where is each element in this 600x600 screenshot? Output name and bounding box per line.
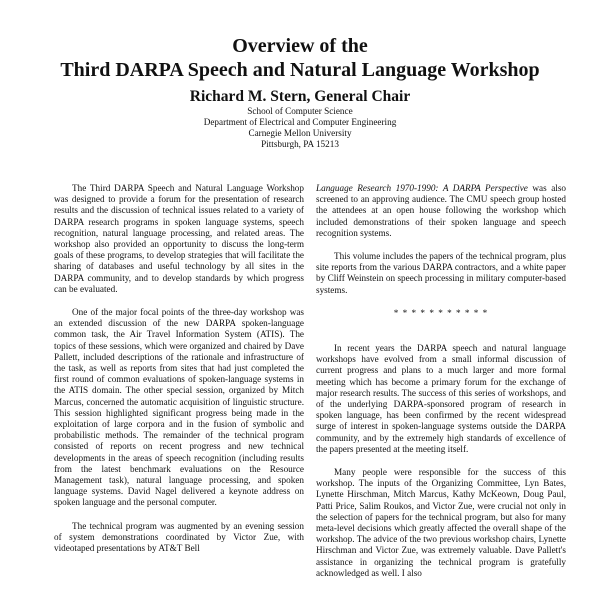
body-paragraph: The Third DARPA Speech and Natural Language Workshop was designed to provide a forum for the presentation of research results and the discussion of technical issues related to a variety of DARPA research programs in spoken language systems, speech recognition, natural language processing, and related areas. The workshop also provided an opportunity to discuss the long-term goals of these programs, to develop strategies that will facilitate the sharing of databases and useful technology by all sites in the DARPA community, and to develop standards by which progress can be evaluated. [54, 183, 304, 294]
body-paragraph: One of the major focal points of the three-day workshop was an extended discussion of the new DARPA spoken-language common task, the Air Travel Information System (ATIS). The topics of these sessions, which were organized and chaired by Dave Pallett, included descriptions of the rationale and infrastructure of the task, as well as reports from sites that had just completed the first round of common evaluations of spoken-language systems in the ATIS domain. The other special session, organized by Mitch Marcus, concerned the automatic acquisition of linguistic structure. This session highlighted significant progress being made in the exploitation of large corpora and in the fusion of symbolic and probabilistic methods. The remainder of the technical program consisted of reports on recent progress and new technical developments in the areas of speech recognition (including results from the latest benchmark evaluations on the Resource Management task), natural language processing, and spoken language systems. David Nagel delivered a keynote address on spoken language and the personal computer. [54, 307, 304, 508]
body-paragraph-continued [316, 183, 566, 239]
affiliation-line: Carnegie Mellon University [248, 128, 352, 138]
continued-text: was also screened to an approving audience. The CMU speech group hosted the attendees at an open house following the workshop which included demonstrations of their spoken language and speech recognition systems. [316, 183, 567, 238]
author-name: Richard M. Stern, General Chair [189, 88, 411, 105]
title-line-2: Third DARPA Speech and Natural Language Workshop [60, 59, 540, 81]
affiliation-line: School of Computer Science [247, 106, 353, 116]
body-paragraph: This volume includes the papers of the technical program, plus site reports from the various DARPA contractors, and a white paper by Cliff Weinstein on speech processing in military computer-based systems. [316, 251, 566, 295]
section-separator: * * * * * * * * * * * [393, 307, 489, 318]
affiliation-line: Department of Electrical and Computer Engineering [203, 117, 397, 127]
left-column [54, 183, 304, 566]
right-column [316, 183, 566, 591]
paper-title [0, 34, 600, 82]
body-paragraph: Many people were responsible for the success of this workshop. The inputs of the Organizing Committee, Lyn Bates, Lynette Hirschman, Mitch Marcus, Kathy McKeown, Doug Paul, Patti Price, Salim Roukos, and Victor Zue, were crucial not only in the selection of papers for the technical program, but also for many meta-level decisions which greatly affected the overall shape of the workshop. The advice of the two previous workshop chairs, Lynette Hirschman and Victor Zue, was extremely valuable. Dave Pallett's assistance in organizing the technical program is gratefully acknowledged as well. I also [316, 467, 566, 578]
body-paragraph: In recent years the DARPA speech and natural language workshops have evolved from a small informal discussion of current progress and plans to a much larger and more formal meeting which has become a primary forum for the exchange of major research results. The success of this series of workshops, and of the underlying DARPA-sponsored program of research in spoken language, has been confirmed by the recent widespread surge of interest in spoken-language systems outside the DARPA community, and by the extremely high standards of excellence of the papers presented at the meeting itself. [316, 343, 566, 454]
affiliation-line: Pittsburgh, PA 15213 [261, 139, 339, 149]
author-block [0, 88, 600, 150]
title-line-1: Overview of the [232, 35, 368, 57]
body-paragraph: The technical program was augmented by an evening session of system demonstrations coordinated by Victor Zue, with videotaped presentations by AT&T Bell [54, 520, 304, 554]
film-title: Language Research 1970-1990: A DARPA Perspective [316, 183, 528, 193]
